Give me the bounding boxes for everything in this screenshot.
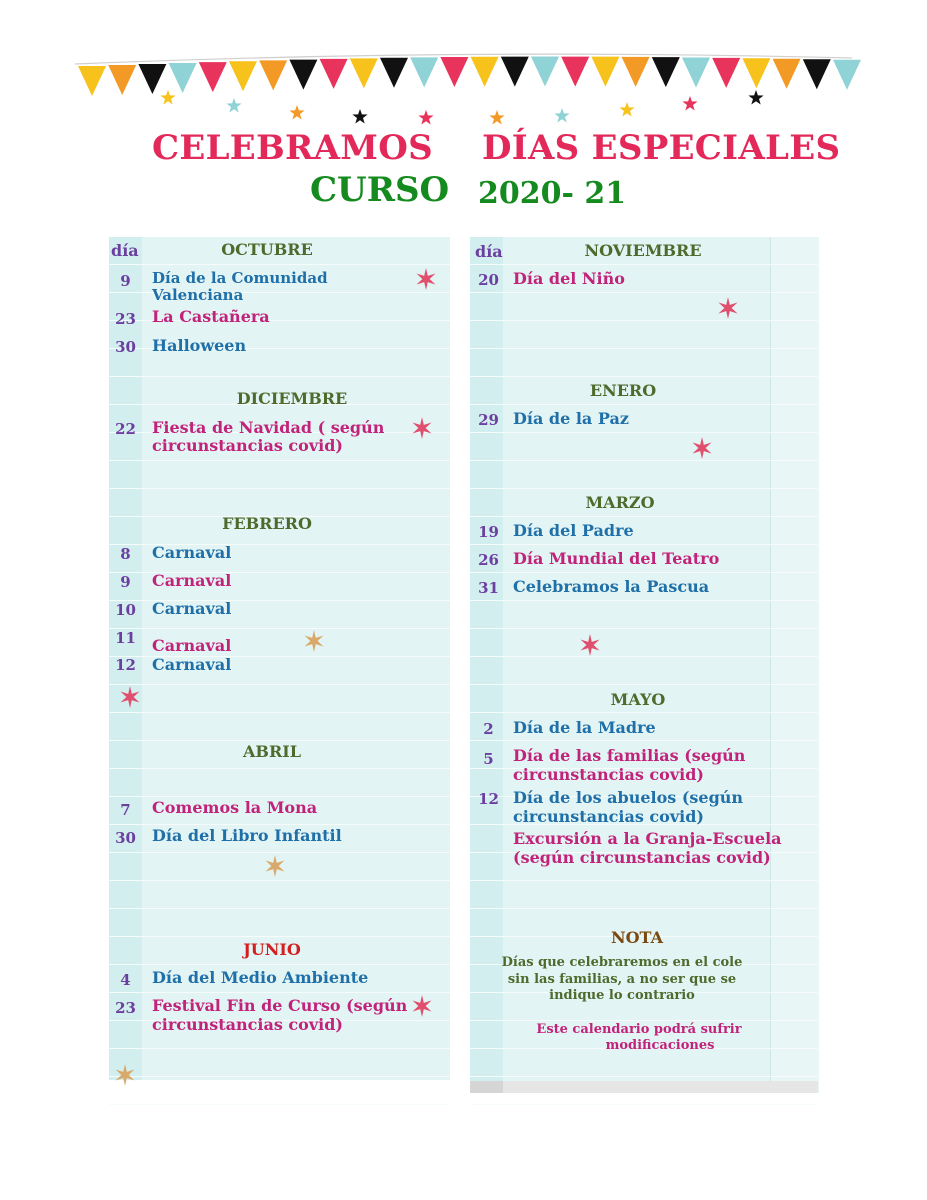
day-number: 31 — [478, 579, 499, 597]
star-icon — [226, 98, 241, 113]
table-row — [470, 349, 818, 377]
event-comunidad-valenciana-line1: Día de la Comunidad — [152, 269, 328, 287]
right-calendar-table — [470, 237, 818, 1093]
event-dia-de-los-abuelos-line1: Día de los abuelos (según — [513, 788, 744, 807]
star-icon — [289, 105, 304, 120]
day-number: 9 — [120, 272, 131, 290]
bunting-decoration — [0, 0, 927, 130]
table-row — [109, 909, 450, 937]
event-navidad-line1: Fiesta de Navidad ( según — [152, 418, 385, 437]
header-noviembre: NOVIEMBRE — [584, 241, 702, 260]
day-number: 5 — [483, 750, 494, 768]
star-icon — [716, 296, 740, 320]
title-dias-especiales: DÍAS ESPECIALES — [482, 128, 841, 168]
day-number: 30 — [115, 338, 136, 356]
table-row — [109, 489, 450, 517]
day-number: 12 — [478, 790, 499, 808]
event-comemos-la-mona: Comemos la Mona — [152, 798, 318, 817]
bunting-flag — [833, 60, 861, 90]
star-icon — [160, 90, 175, 105]
header-octubre: OCTUBRE — [221, 240, 313, 259]
nota-line2: sin las familias, a no ser que se — [507, 972, 737, 987]
day-number: 19 — [478, 523, 499, 541]
bunting-flag — [289, 60, 317, 90]
event-excursion-granja-line2: (según circunstancias covid) — [513, 848, 771, 867]
header-enero: ENERO — [589, 381, 657, 400]
event-dia-del-libro: Día del Libro Infantil — [152, 826, 342, 845]
star-icon — [113, 1063, 137, 1087]
event-fin-de-curso-line2: circunstancias covid) — [152, 1015, 343, 1034]
table-row — [109, 461, 450, 489]
day-number: 4 — [120, 971, 131, 989]
star-icon — [410, 994, 434, 1018]
table-row — [470, 601, 818, 629]
table-row — [470, 881, 818, 909]
star-icon — [118, 685, 142, 709]
event-castanera: La Castañera — [152, 307, 270, 326]
day-number: 2 — [483, 720, 494, 738]
title-celebramos: CELEBRAMOS — [152, 128, 433, 168]
table-row — [109, 685, 450, 713]
bunting-flag — [652, 57, 680, 87]
table-row — [470, 629, 818, 657]
left-dia-header: día — [111, 241, 139, 260]
nota-line1: Días que celebraremos en el cole — [501, 955, 743, 970]
bunting-flag — [78, 66, 106, 96]
event-carnaval: Carnaval — [152, 636, 232, 655]
event-carnaval: Carnaval — [152, 655, 232, 674]
bunting-flag — [471, 57, 499, 87]
bunting-flag — [350, 58, 378, 88]
event-navidad-line2: circunstancias covid) — [152, 436, 343, 455]
star-icon — [352, 109, 367, 124]
table-row — [470, 433, 818, 461]
header-diciembre: DICIEMBRE — [236, 389, 348, 408]
table-row — [470, 293, 818, 321]
event-celebramos-la-pascua: Celebramos la Pascua — [513, 577, 710, 596]
day-number: 7 — [120, 801, 131, 819]
nota-title: NOTA — [610, 928, 663, 947]
star-icon — [619, 102, 634, 117]
left-calendar-table — [109, 237, 450, 1080]
bunting-flag — [259, 60, 287, 90]
star-icon — [578, 633, 602, 657]
bunting-flag — [742, 58, 770, 88]
day-number: 22 — [115, 420, 136, 438]
bunting-flag — [803, 59, 831, 89]
star-icon — [489, 110, 504, 125]
bunting-flag — [169, 63, 197, 93]
event-carnaval: Carnaval — [152, 571, 232, 590]
star-icon — [554, 108, 569, 123]
day-number: 9 — [120, 573, 131, 591]
bunting-flag — [622, 57, 650, 87]
event-dia-de-las-familias-line2: circunstancias covid) — [513, 765, 704, 784]
event-fin-de-curso-line1: Festival Fin de Curso (según — [152, 996, 408, 1015]
day-number: 23 — [115, 999, 136, 1017]
header-febrero: FEBRERO — [222, 514, 312, 533]
bunting-flag — [320, 59, 348, 89]
star-icon — [690, 436, 714, 460]
header-mayo: MAYO — [610, 690, 666, 709]
event-excursion-granja-line1: Excursión a la Granja-Escuela — [513, 829, 782, 848]
nota-line3: indique lo contrario — [549, 988, 695, 1003]
day-number: 30 — [115, 829, 136, 847]
bunting-flag — [199, 62, 227, 92]
star-icon — [302, 629, 326, 653]
table-row — [109, 1049, 450, 1077]
nota-warning-line1: Este calendario podrá sufrir — [536, 1022, 742, 1037]
table-row — [470, 321, 818, 349]
event-dia-del-nino: Día del Niño — [513, 269, 625, 288]
event-dia-de-la-paz: Día de la Paz — [513, 409, 629, 428]
bunting-flag — [108, 65, 136, 95]
event-halloween: Halloween — [152, 336, 247, 355]
day-number: 8 — [120, 545, 131, 563]
star-icon — [263, 854, 287, 878]
bunting-flag — [682, 57, 710, 87]
table-footer-strip — [470, 1081, 818, 1093]
event-dia-del-padre: Día del Padre — [513, 521, 634, 540]
day-number: 20 — [478, 271, 499, 289]
nota-warning-line2: modificaciones — [605, 1038, 715, 1053]
event-dia-de-los-abuelos-line2: circunstancias covid) — [513, 807, 704, 826]
header-marzo: MARZO — [585, 493, 655, 512]
bunting-flag — [773, 59, 801, 89]
day-number: 23 — [115, 310, 136, 328]
event-dia-de-la-madre: Día de la Madre — [513, 718, 656, 737]
event-carnaval: Carnaval — [152, 543, 232, 562]
header-junio: JUNIO — [243, 940, 301, 959]
bunting-flag — [380, 58, 408, 88]
bunting-flag — [561, 57, 589, 87]
star-icon — [682, 96, 697, 111]
right-dia-header: día — [475, 242, 503, 261]
title-curso: CURSO — [310, 170, 450, 210]
day-number: 10 — [115, 601, 136, 619]
day-number: 29 — [478, 411, 499, 429]
title-year: 2020- 21 — [478, 176, 627, 211]
bunting-flag — [501, 57, 529, 87]
event-dia-mundial-del-teatro: Día Mundial del Teatro — [513, 549, 720, 568]
event-carnaval: Carnaval — [152, 599, 232, 618]
table-row — [109, 769, 450, 797]
day-number: 11 — [115, 629, 136, 647]
event-dia-de-las-familias-line1: Día de las familias (según — [513, 746, 746, 765]
bunting-flag — [138, 64, 166, 94]
bunting-flag — [410, 57, 438, 87]
table-row — [109, 881, 450, 909]
day-number: 26 — [478, 551, 499, 569]
header-abril: ABRIL — [243, 742, 301, 761]
bunting-flag — [591, 57, 619, 87]
star-icon — [410, 416, 434, 440]
table-row — [109, 1077, 450, 1105]
bunting-flag — [229, 61, 257, 91]
event-comunidad-valenciana-line2: Valenciana — [152, 286, 244, 304]
bunting-flag — [712, 58, 740, 88]
bunting-flag — [531, 57, 559, 87]
table-row — [109, 713, 450, 741]
event-medio-ambiente: Día del Medio Ambiente — [152, 968, 369, 987]
star-icon — [414, 267, 438, 291]
bunting-flag — [440, 57, 468, 87]
table-row — [470, 461, 818, 489]
table-row — [470, 657, 818, 685]
day-number: 12 — [115, 656, 136, 674]
star-icon — [748, 90, 763, 105]
star-icon — [418, 110, 433, 125]
